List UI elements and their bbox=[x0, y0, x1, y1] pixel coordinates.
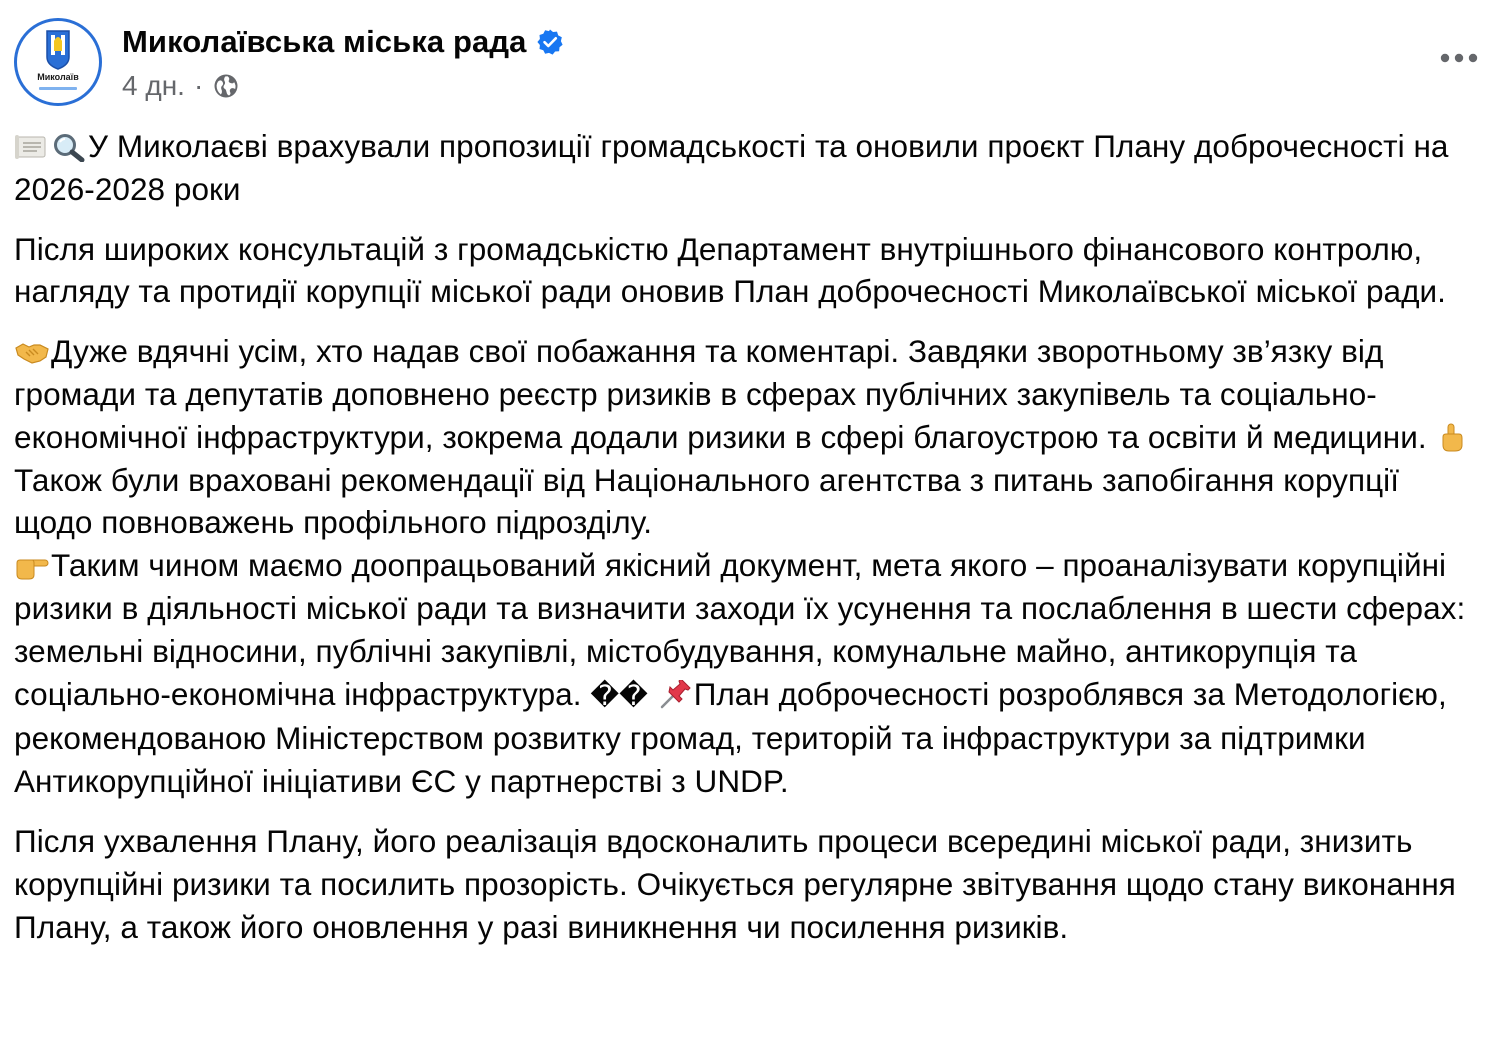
author-block bbox=[122, 22, 564, 106]
avatar[interactable] bbox=[14, 18, 102, 106]
meta-separator: · bbox=[193, 70, 204, 101]
paragraph-text: Таким чином маємо доопрацьований якісний документ, мета якого – проаналізувати корупційні ризики в діяльності міської ради та визначити заходи їх усунення та послаблення в шести сферах: земельні відносини, публічні закупівлі, містобудування, комунальне майно, антикорупція та соціально-економічна інфраструктура. bbox=[14, 547, 1475, 712]
broken-emoji-glyphs: �� bbox=[590, 678, 648, 712]
city-logo-icon bbox=[17, 21, 99, 103]
post-paragraph-1 bbox=[14, 125, 1486, 211]
paragraph-text: Також були враховані рекомендації від Національного агентства з питань запобігання корупції щодо повноважень профільного підрозділу. bbox=[14, 461, 1408, 541]
paragraph-text: У Миколаєві врахували пропозиції громадськості та оновили проєкт Плану доброчесності на 2026-2028 роки bbox=[14, 128, 1458, 207]
avatar-label: Миколаїв bbox=[37, 72, 79, 82]
post-header bbox=[14, 18, 1486, 108]
more-options-button[interactable] bbox=[1434, 40, 1484, 76]
paragraph-gap bbox=[14, 313, 1486, 330]
post-timestamp[interactable]: 4 дн. bbox=[122, 70, 185, 101]
paragraph-text: План доброчесності розроблявся за Методологією, рекомендованою Міністерством розвитку громад, територій та інфраструктури за підтримки Антикорупційної ініціативи ЄС у партнерстві з UNDP. bbox=[14, 675, 1456, 800]
handshake-icon bbox=[14, 337, 50, 367]
magnifier-icon bbox=[51, 132, 87, 162]
index-pointing-up-icon bbox=[1435, 423, 1467, 453]
paragraph-text: Дуже вдячні усім, хто надав свої побажання та коментарі. Завдяки зворотньому зв’язку від громади та депутатів доповнено реєстр ризиків в сферах публічних закупівель та соціально-економічної інфраструктури, зокрема додали ризики в сфері благоустрою та освіти й медицини. bbox=[14, 333, 1436, 455]
more-horizontal-icon bbox=[1439, 52, 1479, 64]
scroll-icon bbox=[14, 132, 50, 162]
post-paragraph-4: Після ухвалення Плану, його реалізація вдосконалить процеси всередині міської ради, знизить корупційні ризики та посилить прозорість. Очікується регулярне звітування щодо стану виконання Плану, а також його оновлення у разі виникнення чи посилення ризиків. bbox=[14, 822, 1465, 945]
verified-badge-icon bbox=[536, 28, 564, 56]
author-line bbox=[122, 22, 564, 62]
post-text bbox=[14, 125, 1486, 948]
pushpin-icon bbox=[657, 680, 693, 710]
post-paragraph-3 bbox=[14, 330, 1486, 803]
post-meta bbox=[122, 66, 564, 106]
globe-icon[interactable] bbox=[212, 72, 240, 100]
author-name[interactable]: Миколаївська міська рада bbox=[122, 24, 527, 59]
paragraph-gap bbox=[14, 211, 1486, 228]
paragraph-gap bbox=[14, 803, 1486, 820]
backhand-index-pointing-right-icon bbox=[14, 551, 50, 581]
post-paragraph-2: Після широких консультацій з громадськістю Департамент внутрішнього фінансового контролю, нагляду та протидії корупції міської ради оновив План доброчесності Миколаївської міської ради. bbox=[14, 230, 1446, 310]
